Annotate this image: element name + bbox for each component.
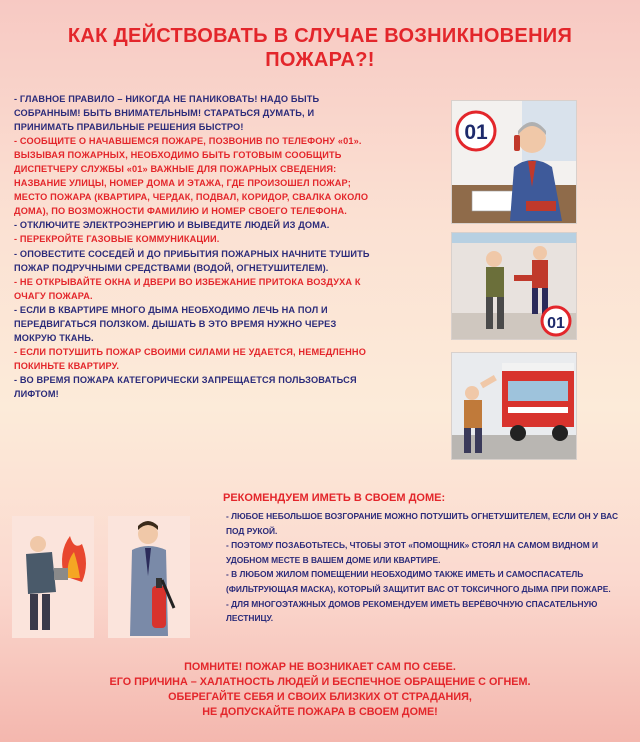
recommend-item: - ПОЭТОМУ ПОЗАБОТЬТЕСЬ, ЧТОБЫ ЭТОТ «ПОМОЩНИК» СТОЯЛ НА САМОМ ВИДНОМ И УДОБНОМ МЕСТЕ В ВАШЕМ ДОМЕ ИЛИ КВАРТИРЕ. bbox=[226, 540, 599, 565]
rule-item: - ГЛАВНОЕ ПРАВИЛО – НИКОГДА НЕ ПАНИКОВАТЬ! НАДО БЫТЬ СОБРАННЫМ! БЫТЬ ВНИМАТЕЛЬНЫМ! СТАРАТЬСЯ ДУМАТЬ, И ПРИНИМАТЬ ПРАВИЛЬНЫЕ РЕШЕНИЯ БЫСТРО! bbox=[14, 94, 320, 133]
recommend-item: - ЛЮБОЕ НЕБОЛЬШОЕ ВОЗГОРАНИЕ МОЖНО ПОТУШИТЬ ОГНЕТУШИТЕЛЕМ, ЕСЛИ ОН У ВАС ПОД РУКОЙ. bbox=[226, 511, 619, 536]
footer-line-1: ПОМНИТЕ! ПОЖАР НЕ ВОЗНИКАЕТ САМ ПО СЕБЕ. bbox=[184, 661, 456, 673]
phone-call-drawing bbox=[452, 101, 576, 223]
extinguisher-drawing bbox=[108, 516, 190, 638]
rule-item: - ЕСЛИ ПОТУШИТЬ ПОЖАР СВОИМИ СИЛАМИ НЕ УДАЕТСЯ, НЕМЕДЛЕННО ПОКИНЬТЕ КВАРТИРУ. bbox=[14, 346, 367, 371]
illustration-phone-call bbox=[451, 100, 577, 224]
recommend-title: РЕКОМЕНДУЕМ ИМЕТЬ В СВОЕМ ДОМЕ: bbox=[223, 492, 446, 504]
rule-item: - ЕСЛИ В КВАРТИРЕ МНОГО ДЫМА НЕОБХОДИМО ЛЕЧЬ НА ПОЛ И ПЕРЕДВИГАТЬСЯ ПОЛЗКОМ. ДЫШАТЬ В ЭТО ВРЕМЯ НУЖНО ЧЕРЕЗ МОКРУЮ ТКАНЬ. bbox=[14, 304, 337, 343]
illustration-fire-extinguisher bbox=[108, 516, 190, 638]
rule-item: - ОТКЛЮЧИТЕ ЭЛЕКТРОЭНЕРГИЮ И ВЫВЕДИТЕ ЛЮДЕЙ ИЗ ДОМА. bbox=[14, 220, 330, 231]
rules-list bbox=[14, 92, 376, 401]
rule-item: - ВО ВРЕМЯ ПОЖАРА КАТЕГОРИЧЕСКИ ЗАПРЕЩАЕТСЯ ПОЛЬЗОВАТЬСЯ ЛИФТОМ! bbox=[14, 374, 357, 399]
neighbors-drawing bbox=[452, 233, 576, 339]
illustration-fire-truck bbox=[451, 352, 577, 460]
title-line-1: КАК ДЕЙСТВОВАТЬ В СЛУЧАЕ ВОЗНИКНОВЕНИЯ bbox=[67, 25, 573, 47]
footer-line-2: ЕГО ПРИЧИНА – ХАЛАТНОСТЬ ЛЮДЕЙ И БЕСПЕЧНОЕ ОБРАЩЕНИЕ С ОГНЕМ. bbox=[109, 676, 531, 688]
rule-item: - СООБЩИТЕ О НАЧАВШЕМСЯ ПОЖАРЕ, ПОЗВОНИВ ПО ТЕЛЕФОНУ «01». ВЫЗЫВАЯ ПОЖАРНЫХ, НЕОБХОДИМО БЫТЬ ГОТОВЫМ СООБЩИТЬ ДИСПЕТЧЕРУ СЛУЖБЫ «01» ВАЖНЫЕ ДЛЯ ПОЖАРНЫХ СВЕДЕНИЯ: НАЗВАНИЕ УЛИЦЫ, НОМЕР ДОМА И ЭТАЖА, ГДЕ ПРОИЗОШЕЛ ПОЖАР; МЕСТО ПОЖАРА (КВАРТИРА, ЧЕРДАК, ПОДВАЛ, КОРИДОР, СВАЛКА ОКОЛО ДОМА), ПО ВОЗМОЖНОСТИ ФАМИЛИЮ И НОМЕР СВОЕГО ТЕЛЕФОНА. bbox=[14, 136, 369, 217]
footer-line-4: НЕ ДОПУСКАЙТЕ ПОЖАРА В СВОЕМ ДОМЕ! bbox=[202, 706, 438, 718]
rule-item: - НЕ ОТКРЫВАЙТЕ ОКНА И ДВЕРИ ВО ИЗБЕЖАНИЕ ПРИТОКА ВОЗДУХА К ОЧАГУ ПОЖАРА. bbox=[14, 276, 361, 301]
recommend-item: - В ЛЮБОМ ЖИЛОМ ПОМЕЩЕНИИ НЕОБХОДИМО ТАКЖЕ ИМЕТЬ И САМОСПАСАТЕЛЬ (ФИЛЬТРУЮЩАЯ МАСКА), КОТОРЫЙ ЗАЩИТИТ ВАС ОТ ТОКСИЧНОГО ДЫМА ПРИ ПОЖАРЕ. bbox=[226, 569, 611, 594]
fire-truck-drawing bbox=[452, 353, 576, 459]
footer-line-3: ОБЕРЕГАЙТЕ СЕБЯ И СВОИХ БЛИЗКИХ ОТ СТРАДАНИЯ, bbox=[168, 691, 472, 703]
footer-warning bbox=[0, 660, 640, 720]
title-line-2: ПОЖАРА?! bbox=[265, 49, 375, 71]
poster-title bbox=[0, 24, 640, 72]
rule-item: - ОПОВЕСТИТЕ СОСЕДЕЙ И ДО ПРИБЫТИЯ ПОЖАРНЫХ НАЧНИТЕ ТУШИТЬ ПОЖАР ПОДРУЧНЫМИ СРЕДСТВАМИ (ВОДОЙ, ОГНЕТУШИТЕЛЕМ). bbox=[14, 248, 370, 273]
neighbors-01-label: 01 bbox=[547, 315, 565, 332]
recommend-list bbox=[226, 509, 624, 626]
illustration-extinguish-bucket bbox=[12, 516, 94, 638]
recommend-item: - ДЛЯ МНОГОЭТАЖНЫХ ДОМОВ РЕКОМЕНДУЕМ ИМЕТЬ ВЕРЁВОЧНУЮ СПАСАТЕЛЬНУЮ ЛЕСТНИЦУ. bbox=[226, 598, 598, 624]
rule-item: - ПЕРЕКРОЙТЕ ГАЗОВЫЕ КОММУНИКАЦИИ. bbox=[14, 234, 220, 245]
bucket-drawing bbox=[12, 516, 94, 638]
illustration-neighbors bbox=[451, 232, 577, 340]
phone-01-label: 01 bbox=[464, 121, 488, 144]
